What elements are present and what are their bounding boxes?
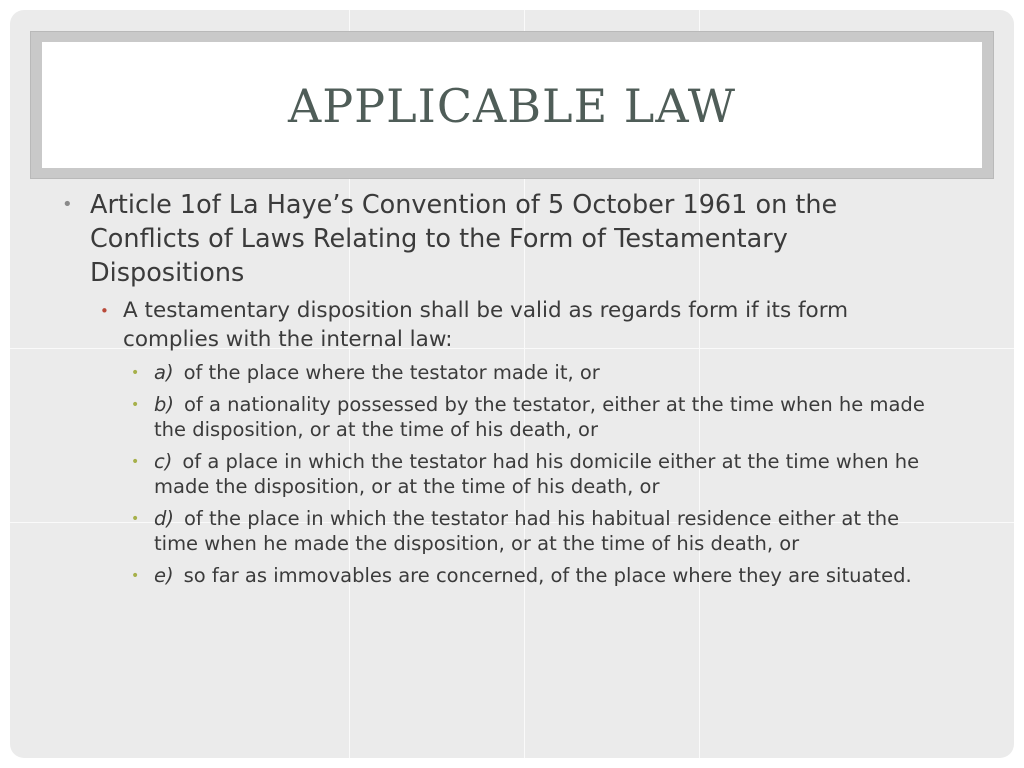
bullet-item-level1 [62,188,942,290]
bullet-dot-icon: • [131,510,140,527]
bullet-item-level3 [131,392,942,443]
bullet-text: of a place in which the testator had his domicile either at the time when he made the disposition, or at the time of his death, or [154,449,920,498]
bullet-text: of the place in which the testator had his habitual residence either at the time when he made the disposition, or at the time of his death, or [154,506,900,555]
bullet-dot-icon: • [131,453,140,470]
slide-body [62,188,942,588]
bullet-dot-icon: • [131,365,140,381]
bullet-item-level2 [100,296,942,354]
bullet-text: so far as immovables are concerned, of the place where they are situated. [183,563,912,587]
bullet-text: of the place where the testator made it, or [183,361,600,384]
bullet-dot-icon: • [131,396,140,413]
item-letter: d) [154,506,174,530]
bullet-text: Article 1of La Haye’s Convention of 5 October 1961 on the Conflicts of Laws Relating to the Form of Testamentary Dispositions [90,190,838,288]
item-letter: c) [154,449,173,473]
bullet-text: A testamentary disposition shall be valid as regards form if its form complies with the internal law: [123,298,849,352]
item-letter: b) [154,392,174,416]
item-letter: a) [154,361,174,384]
slide-title: APPLICABLE LAW [288,79,736,133]
bullet-item-level3 [131,506,942,557]
item-letter: e) [154,563,174,587]
bullet-item-level3 [131,449,942,500]
bullet-item-level3 [131,360,942,386]
title-frame [30,31,994,179]
bullet-dot-icon: • [62,194,73,215]
bullet-dot-icon: • [131,567,140,584]
bullet-text: of a nationality possessed by the testator, either at the time when he made the disposition, or at the time of his death, or [154,392,925,441]
title-box [42,42,982,168]
bullet-item-level3 [131,563,942,589]
bullet-dot-icon: • [100,302,109,320]
